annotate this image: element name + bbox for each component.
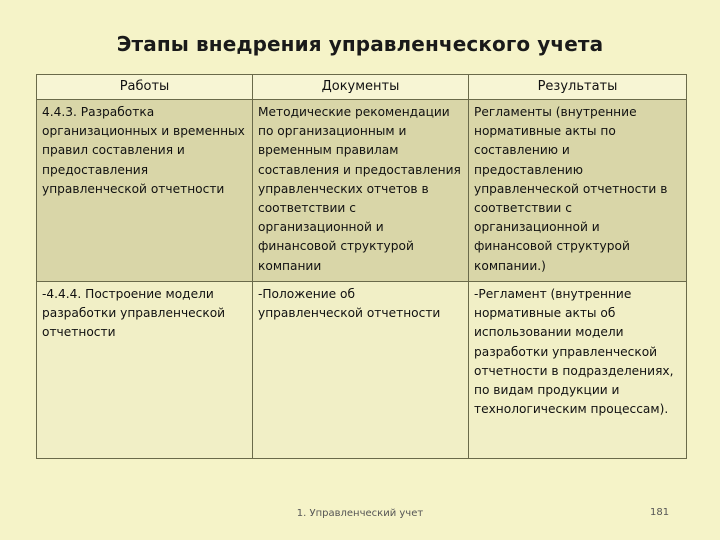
stages-table <box>36 74 687 459</box>
table-header-row <box>37 75 687 100</box>
header-works: Работы <box>37 75 253 100</box>
slide-title: Этапы внедрения управленческого учета <box>116 32 604 56</box>
cell-work: 4.4.3. Разработка организационных и временных правил составления и предоставления управленческой отчетности <box>37 100 253 282</box>
cell-work: -4.4.4. Построение модели разработки управленческой отчетности <box>37 282 253 459</box>
footer-label: 1. Управленческий учет <box>296 508 424 519</box>
header-results: Результаты <box>469 75 687 100</box>
cell-documents: -Положение об управленческой отчетности <box>253 282 469 459</box>
table-row <box>37 100 687 282</box>
table-row <box>37 282 687 459</box>
cell-documents: Методические рекомендации по организационным и временным правилам составления и предоставления управленческих отчетов в соответствии с организационной и финансовой структурой компании <box>253 100 469 282</box>
header-documents: Документы <box>253 75 469 100</box>
cell-results: Регламенты (внутренние нормативные акты по составлению и предоставлению управленческой отчетности в соответствии с организационной и финансовой структурой компании.) <box>469 100 687 282</box>
page-number: 181 <box>650 507 670 518</box>
cell-results: -Регламент (внутренние нормативные акты об использовании модели разработки управленческой отчетности в подразделениях, по видам продукции и технологическим процессам). <box>469 282 687 459</box>
